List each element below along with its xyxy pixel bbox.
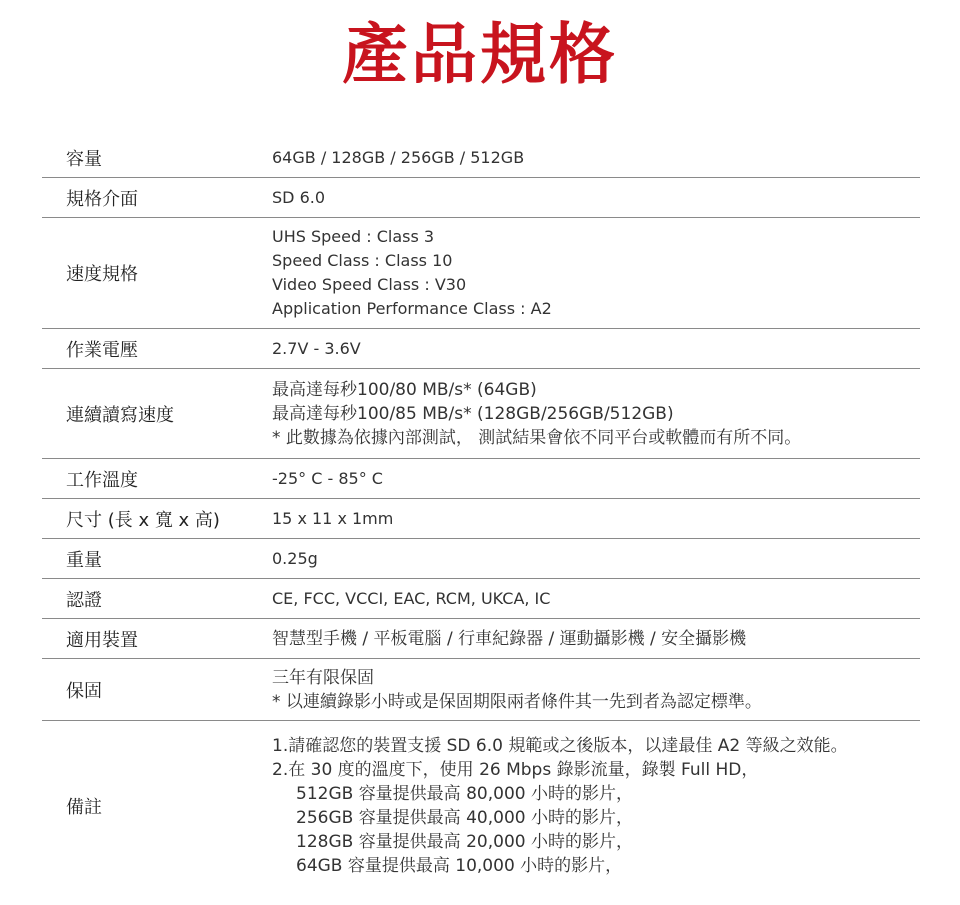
spec-value <box>272 378 920 450</box>
spec-value <box>272 507 920 531</box>
spec-value <box>272 337 920 361</box>
spec-value-line: 15 x 11 x 1mm <box>272 508 394 528</box>
spec-row-operating-temp <box>42 459 920 499</box>
spec-value-line: 128GB 容量提供最高 20,000 小時的影片， <box>296 832 633 852</box>
spec-label: 保固 <box>66 680 102 702</box>
spec-value <box>272 225 920 321</box>
spec-row-interface <box>42 178 920 218</box>
spec-value-line: CE, FCC, VCCI, EAC, RCM, UKCA, IC <box>272 588 551 608</box>
spec-row-warranty <box>42 659 920 721</box>
spec-value-line: Application Performance Class : A2 <box>272 299 552 318</box>
spec-value-line: 1.請確認您的裝置支援 SD 6.0 規範或之後版本，以達最佳 A2 等級之效能。 <box>272 736 848 756</box>
spec-value <box>272 734 920 878</box>
spec-value-line: 256GB 容量提供最高 40,000 小時的影片， <box>296 808 633 828</box>
spec-value-line: SD 6.0 <box>272 187 326 207</box>
spec-row-speed-class <box>42 218 920 329</box>
spec-value <box>272 587 920 611</box>
spec-value <box>272 666 920 714</box>
spec-value <box>272 547 920 571</box>
spec-value-line: -25° C - 85° C <box>272 468 383 488</box>
spec-value <box>272 627 920 651</box>
spec-value-line: 2.在 30 度的溫度下，使用 26 Mbps 錄影流量，錄製 Full HD， <box>272 760 759 780</box>
spec-value-line: 64GB 容量提供最高 10,000 小時的影片， <box>296 856 623 876</box>
spec-value-line: Speed Class : Class 10 <box>272 251 453 270</box>
spec-label: 重量 <box>66 549 102 571</box>
spec-label: 工作溫度 <box>66 469 138 491</box>
spec-value-line: * 此數據為依據內部測試， 測試結果會依不同平台或軟體而有所不同。 <box>272 427 802 448</box>
spec-value-line: 三年有限保固 <box>272 667 374 688</box>
spec-label: 速度規格 <box>66 264 138 285</box>
spec-value <box>272 146 920 170</box>
spec-value-line: 最高達每秒100/85 MB/s* (128GB/256GB/512GB) <box>272 403 674 424</box>
spec-value-line: Video Speed Class : V30 <box>272 275 467 294</box>
spec-label: 適用裝置 <box>66 629 138 651</box>
spec-value-line: UHS Speed : Class 3 <box>272 227 435 246</box>
spec-label: 作業電壓 <box>66 339 138 361</box>
spec-value-line: * 以連續錄影小時或是保固期限兩者條件其一先到者為認定標準。 <box>272 691 762 712</box>
spec-row-applicable-devices <box>42 619 920 659</box>
spec-row-read-write-speed <box>42 369 920 459</box>
spec-label: 容量 <box>66 148 102 170</box>
spec-table <box>42 138 920 891</box>
spec-row-capacity <box>42 138 920 178</box>
spec-value-line: 512GB 容量提供最高 80,000 小時的影片， <box>296 784 633 804</box>
spec-value <box>272 186 920 210</box>
spec-row-certification <box>42 579 920 619</box>
spec-value-line: 2.7V - 3.6V <box>272 338 361 358</box>
spec-row-dimensions <box>42 499 920 539</box>
spec-row-notes <box>42 721 920 891</box>
page-title: 產品規格 <box>342 16 618 93</box>
spec-value-line: 最高達每秒100/80 MB/s* (64GB) <box>272 379 537 400</box>
spec-label: 認證 <box>66 589 102 611</box>
spec-row-voltage <box>42 329 920 369</box>
spec-value-line: 智慧型手機 / 平板電腦 / 行車紀錄器 / 運動攝影機 / 安全攝影機 <box>272 628 747 649</box>
spec-value-line: 0.25g <box>272 548 318 568</box>
spec-value <box>272 467 920 491</box>
spec-label: 備註 <box>66 797 102 818</box>
spec-label: 連續讀寫速度 <box>66 404 174 426</box>
spec-value-line: 64GB / 128GB / 256GB / 512GB <box>272 147 525 167</box>
spec-label: 尺寸 (長 x 寬 x 高) <box>66 509 220 531</box>
spec-row-weight <box>42 539 920 579</box>
spec-label: 規格介面 <box>66 188 138 210</box>
